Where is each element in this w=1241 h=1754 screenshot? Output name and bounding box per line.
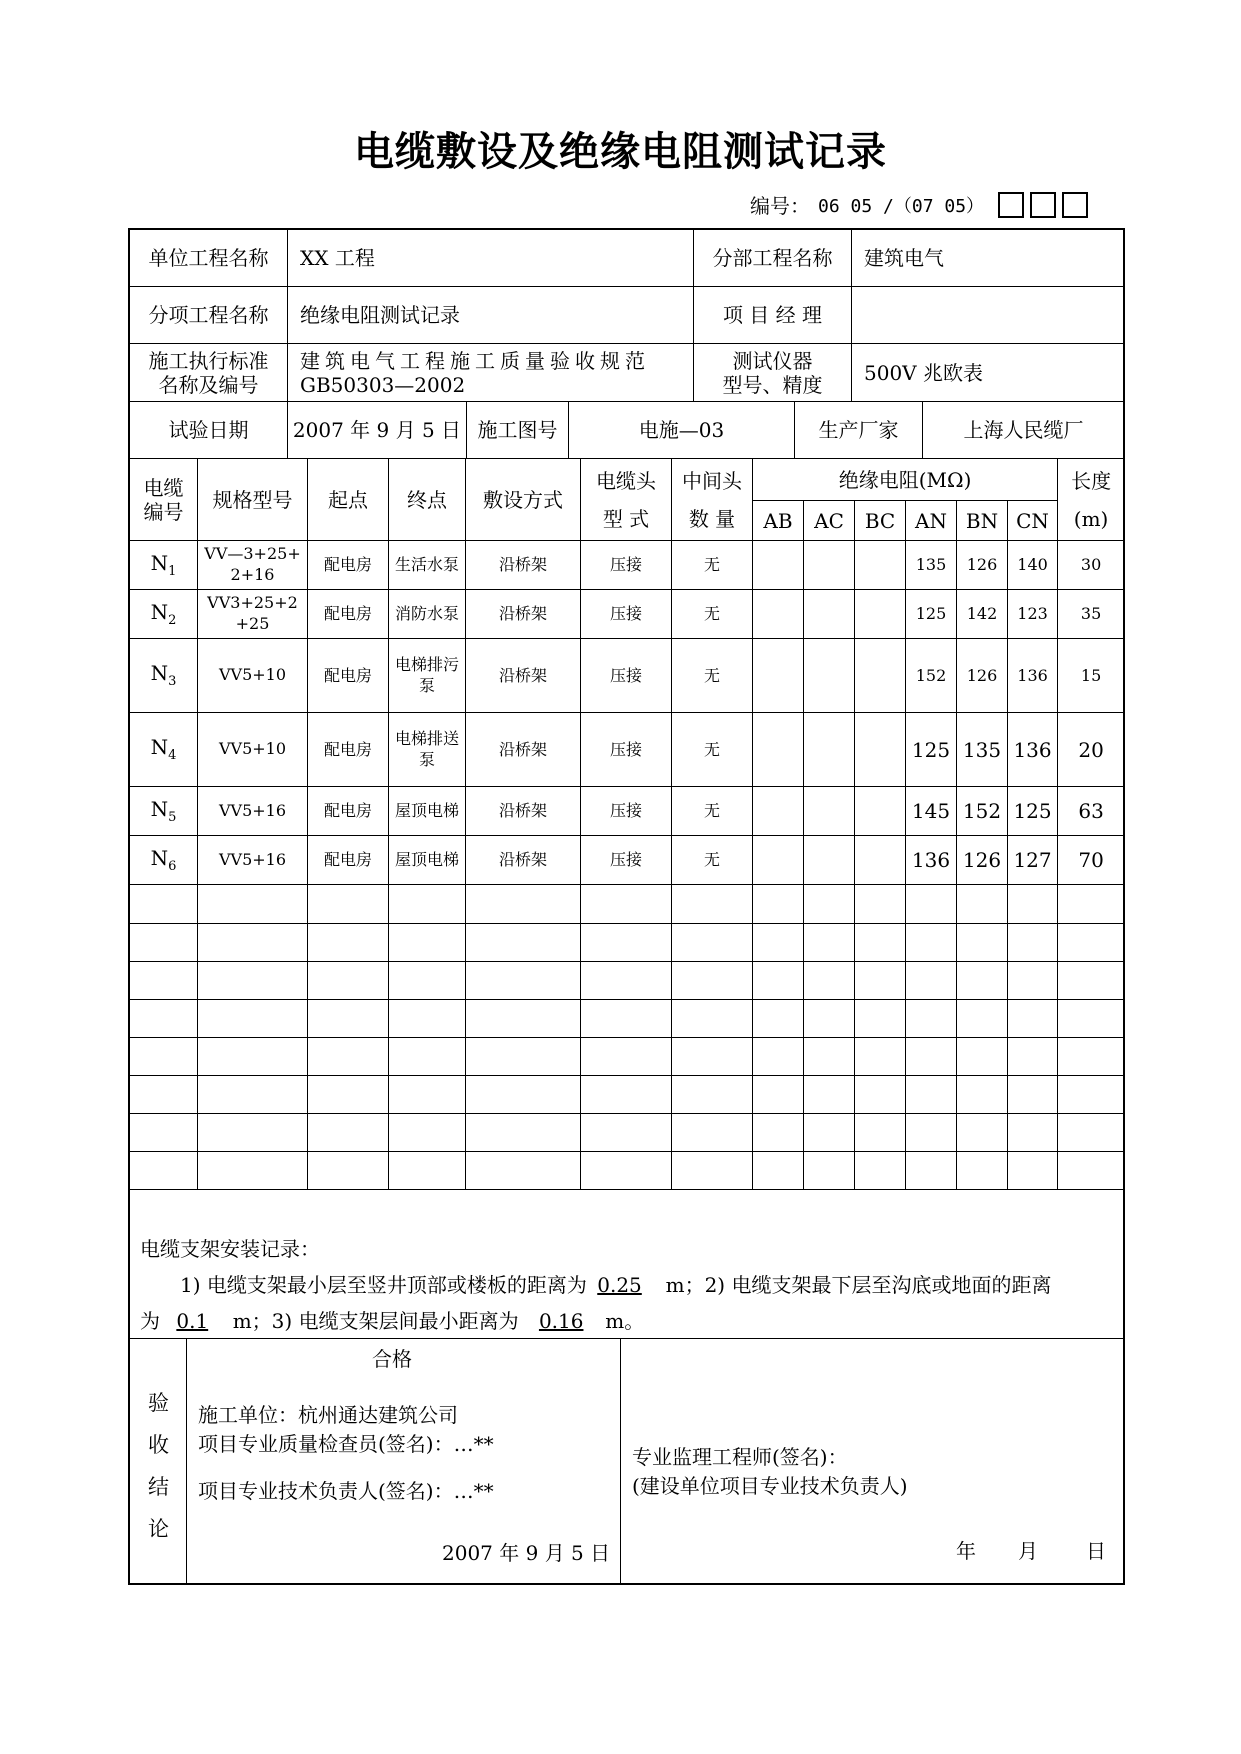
empty-cell xyxy=(957,1000,1008,1038)
empty-cell xyxy=(308,1076,389,1114)
cell-end: 屋顶电梯 xyxy=(389,836,466,885)
empty-cell xyxy=(672,1000,753,1038)
cell-bc xyxy=(855,836,906,885)
cable-no-cell: $N_4$ xyxy=(130,713,198,787)
maker-label: 生产厂家 xyxy=(795,402,923,459)
note-value-3: 0.16 xyxy=(538,1309,584,1333)
table-row xyxy=(130,787,1125,836)
cell-spec: VV5+10 xyxy=(198,713,308,787)
empty-cell xyxy=(957,1152,1008,1190)
col-phase-ab: AB xyxy=(753,501,804,541)
contractor-section xyxy=(186,1339,621,1585)
supervisor-section xyxy=(620,1339,1123,1585)
empty-cell xyxy=(466,1038,581,1076)
empty-cell xyxy=(672,924,753,962)
cell-head: 压接 xyxy=(581,836,672,885)
empty-cell xyxy=(198,1114,308,1152)
empty-cell xyxy=(308,924,389,962)
cell-ac xyxy=(804,713,855,787)
cell-bc xyxy=(855,541,906,590)
col-phase-cn: CN xyxy=(1008,501,1058,541)
col-resistance: 绝缘电阻(MΩ) xyxy=(753,459,1058,501)
cell-ac xyxy=(804,590,855,639)
empty-cell xyxy=(581,1000,672,1038)
empty-cell xyxy=(855,1038,906,1076)
empty-cell xyxy=(308,885,389,924)
note-line2-c: m。 xyxy=(605,1309,645,1333)
test-date-value: 2007 年 9 月 5 日 xyxy=(288,402,467,459)
empty-cell xyxy=(581,1152,672,1190)
empty-cell xyxy=(855,885,906,924)
unit-project-label: 单位工程名称 xyxy=(130,230,288,287)
empty-cell xyxy=(466,962,581,1000)
empty-cell xyxy=(906,1038,957,1076)
cell-end: 消防水泵 xyxy=(389,590,466,639)
empty-cell xyxy=(1008,1152,1058,1190)
table-row xyxy=(130,836,1125,885)
empty-cell xyxy=(581,1076,672,1114)
empty-cell xyxy=(672,885,753,924)
empty-cell xyxy=(804,1000,855,1038)
cell-joint: 无 xyxy=(672,639,753,713)
cell-len: 30 xyxy=(1058,541,1125,590)
cell-head: 压接 xyxy=(581,639,672,713)
cell-ab xyxy=(753,590,804,639)
date-year: 年 xyxy=(956,1539,976,1563)
empty-cell xyxy=(804,962,855,1000)
contractor-date: 2007 年 9 月 5 日 xyxy=(442,1541,611,1565)
cell-method: 沿桥架 xyxy=(466,836,581,885)
empty-cell xyxy=(198,1152,308,1190)
empty-cell xyxy=(753,924,804,962)
empty-cell xyxy=(906,962,957,1000)
cell-bc xyxy=(855,713,906,787)
cell-head: 压接 xyxy=(581,713,672,787)
empty-cell xyxy=(466,885,581,924)
cell-an: 145 xyxy=(906,787,957,836)
cell-spec: VV5+16 xyxy=(198,836,308,885)
empty-cell xyxy=(389,1152,466,1190)
empty-cell xyxy=(466,1152,581,1190)
cell-spec: VV5+16 xyxy=(198,787,308,836)
empty-cell xyxy=(906,1114,957,1152)
cell-joint: 无 xyxy=(672,541,753,590)
empty-cell xyxy=(957,1114,1008,1152)
empty-row xyxy=(130,1114,1125,1152)
cell-start: 配电房 xyxy=(308,836,389,885)
cell-len: 35 xyxy=(1058,590,1125,639)
cell-bn: 135 xyxy=(957,713,1008,787)
cable-no-cell: $N_1$ xyxy=(130,541,198,590)
cell-bc xyxy=(855,639,906,713)
maker-value: 上海人民缆厂 xyxy=(923,402,1125,459)
cell-bc xyxy=(855,787,906,836)
cell-an: 125 xyxy=(906,590,957,639)
bracket-record-heading: 电缆支架安装记录： xyxy=(140,1237,320,1261)
empty-cell xyxy=(855,1000,906,1038)
empty-cell xyxy=(1058,1076,1125,1114)
empty-cell xyxy=(1058,1038,1125,1076)
owner-tech-lead: (建设单位项目专业技术负责人) xyxy=(632,1474,908,1498)
note-line1-a: 1) 电缆支架最小层至竖井顶部或楼板的距离为 xyxy=(180,1273,587,1297)
table-row xyxy=(130,541,1125,590)
acceptance-conclusion xyxy=(130,1338,1123,1585)
empty-cell xyxy=(1058,1114,1125,1152)
division-value: 建筑电气 xyxy=(852,230,1125,287)
cell-head: 压接 xyxy=(581,787,672,836)
standard-value: 建筑电气工程施工质量验收规范 GB50303—2002 xyxy=(288,344,694,402)
empty-cell xyxy=(1008,885,1058,924)
cell-method: 沿桥架 xyxy=(466,541,581,590)
cell-method: 沿桥架 xyxy=(466,590,581,639)
cell-head: 压接 xyxy=(581,590,672,639)
empty-row xyxy=(130,924,1125,962)
document-title: 电缆敷设及绝缘电阻测试记录 xyxy=(354,128,887,175)
table-row xyxy=(130,590,1125,639)
cell-joint: 无 xyxy=(672,713,753,787)
note-value-2: 0.1 xyxy=(176,1309,209,1333)
cell-cn: 125 xyxy=(1008,787,1058,836)
empty-cell xyxy=(389,962,466,1000)
empty-cell xyxy=(389,924,466,962)
empty-cell xyxy=(672,1076,753,1114)
col-cable-no: 电缆 编号 xyxy=(130,459,198,541)
empty-cell xyxy=(957,1076,1008,1114)
cell-method: 沿桥架 xyxy=(466,639,581,713)
note-line1-b: m；2) 电缆支架最下层至沟底或地面的距离 xyxy=(665,1273,1052,1297)
cell-bn: 126 xyxy=(957,541,1008,590)
empty-cell xyxy=(804,1114,855,1152)
cell-cn: 136 xyxy=(1008,713,1058,787)
cell-bc xyxy=(855,590,906,639)
empty-cell xyxy=(906,885,957,924)
empty-row xyxy=(130,1076,1125,1114)
cell-an: 152 xyxy=(906,639,957,713)
subitem-value: 绝缘电阻测试记录 xyxy=(288,287,694,344)
qc-inspector: 项目专业质量检查员(签名)：…** xyxy=(198,1432,494,1456)
empty-cell xyxy=(466,1076,581,1114)
empty-cell xyxy=(198,1038,308,1076)
empty-cell xyxy=(672,962,753,1000)
cell-start: 配电房 xyxy=(308,541,389,590)
cell-ab xyxy=(753,541,804,590)
cell-bn: 152 xyxy=(957,787,1008,836)
empty-cell xyxy=(906,1152,957,1190)
number-boxes xyxy=(998,192,1094,218)
empty-cell xyxy=(753,1076,804,1114)
unit-project-value: XX 工程 xyxy=(288,230,694,287)
instrument-value: 500V 兆欧表 xyxy=(852,344,1125,402)
empty-cell xyxy=(198,1000,308,1038)
cell-len: 20 xyxy=(1058,713,1125,787)
empty-cell xyxy=(753,1038,804,1076)
empty-cell xyxy=(198,962,308,1000)
pm-value xyxy=(852,287,1125,344)
empty-cell xyxy=(130,924,198,962)
cell-start: 配电房 xyxy=(308,713,389,787)
empty-cell xyxy=(308,1000,389,1038)
cell-ac xyxy=(804,541,855,590)
col-joint-qty: 中间头 数 量 xyxy=(672,459,753,541)
empty-cell xyxy=(855,1114,906,1152)
cell-bn: 126 xyxy=(957,836,1008,885)
cell-joint: 无 xyxy=(672,787,753,836)
empty-cell xyxy=(804,1152,855,1190)
empty-cell xyxy=(130,885,198,924)
empty-cell xyxy=(804,924,855,962)
date-day: 日 xyxy=(1086,1539,1106,1563)
note-line2-a: 为 xyxy=(140,1309,160,1333)
empty-cell xyxy=(308,1152,389,1190)
cell-ab xyxy=(753,639,804,713)
cell-end: 生活水泵 xyxy=(389,541,466,590)
conclusion-vertical-label: 验 收 结 论 xyxy=(130,1339,187,1585)
drawing-label: 施工图号 xyxy=(467,402,569,459)
empty-cell xyxy=(1008,1114,1058,1152)
cell-start: 配电房 xyxy=(308,639,389,713)
supervisor-signature: 专业监理工程师(签名)： xyxy=(632,1445,848,1469)
empty-cell xyxy=(130,1000,198,1038)
cable-no-cell: $N_5$ xyxy=(130,787,198,836)
col-phase-ac: AC xyxy=(804,501,855,541)
cell-spec: VV3+25+2+25 xyxy=(198,590,308,639)
empty-cell xyxy=(1008,962,1058,1000)
date-month: 月 xyxy=(1018,1539,1038,1563)
cell-ab xyxy=(753,836,804,885)
empty-cell xyxy=(308,1038,389,1076)
empty-cell xyxy=(1058,1152,1125,1190)
col-end: 终点 xyxy=(389,459,466,541)
empty-cell xyxy=(957,885,1008,924)
empty-cell xyxy=(581,962,672,1000)
empty-cell xyxy=(389,1076,466,1114)
empty-cell xyxy=(1058,924,1125,962)
empty-cell xyxy=(753,1152,804,1190)
empty-row xyxy=(130,885,1125,924)
empty-cell xyxy=(804,1076,855,1114)
cell-joint: 无 xyxy=(672,590,753,639)
test-date-label: 试验日期 xyxy=(130,402,288,459)
date-table xyxy=(129,401,1125,459)
cell-an: 135 xyxy=(906,541,957,590)
pm-label: 项 目 经 理 xyxy=(694,287,852,344)
subitem-label: 分项工程名称 xyxy=(130,287,288,344)
empty-cell xyxy=(581,885,672,924)
cell-end: 电梯排污泵 xyxy=(389,639,466,713)
cell-ab xyxy=(753,713,804,787)
empty-cell xyxy=(855,924,906,962)
col-phase-bc: BC xyxy=(855,501,906,541)
cable-no-cell: $N_2$ xyxy=(130,590,198,639)
cable-table xyxy=(129,458,1125,1190)
col-method: 敷设方式 xyxy=(466,459,581,541)
cell-end: 电梯排送泵 xyxy=(389,713,466,787)
cell-an: 136 xyxy=(906,836,957,885)
cell-len: 70 xyxy=(1058,836,1125,885)
col-length: 长度 (m) xyxy=(1058,459,1125,541)
table-row xyxy=(130,639,1125,713)
cell-end: 屋顶电梯 xyxy=(389,787,466,836)
document-number-label: 编号： xyxy=(750,194,810,218)
cell-cn: 127 xyxy=(1008,836,1058,885)
empty-cell xyxy=(855,1076,906,1114)
division-label: 分部工程名称 xyxy=(694,230,852,287)
empty-cell xyxy=(581,1038,672,1076)
cell-ac xyxy=(804,787,855,836)
empty-cell xyxy=(672,1114,753,1152)
empty-cell xyxy=(906,1076,957,1114)
empty-cell xyxy=(1058,1000,1125,1038)
empty-cell xyxy=(1008,1038,1058,1076)
empty-cell xyxy=(198,924,308,962)
cable-no-cell: $N_6$ xyxy=(130,836,198,885)
empty-cell xyxy=(855,962,906,1000)
empty-cell xyxy=(753,1000,804,1038)
bracket-record xyxy=(130,1231,1123,1338)
cell-method: 沿桥架 xyxy=(466,787,581,836)
empty-cell xyxy=(906,924,957,962)
cell-bn: 142 xyxy=(957,590,1008,639)
empty-cell xyxy=(130,1038,198,1076)
cell-ab xyxy=(753,787,804,836)
empty-cell xyxy=(1008,924,1058,962)
empty-cell xyxy=(906,1000,957,1038)
cell-cn: 123 xyxy=(1008,590,1058,639)
col-phase-bn: BN xyxy=(957,501,1008,541)
cell-joint: 无 xyxy=(672,836,753,885)
cell-len: 63 xyxy=(1058,787,1125,836)
cell-method: 沿桥架 xyxy=(466,713,581,787)
empty-row xyxy=(130,1152,1125,1190)
empty-cell xyxy=(804,1038,855,1076)
empty-cell xyxy=(1008,1000,1058,1038)
header-table xyxy=(129,229,1125,402)
empty-cell xyxy=(753,1114,804,1152)
empty-cell xyxy=(581,1114,672,1152)
table-row xyxy=(130,713,1125,787)
cell-an: 125 xyxy=(906,713,957,787)
standard-label: 施工执行标准 名称及编号 xyxy=(130,344,288,402)
cell-start: 配电房 xyxy=(308,787,389,836)
empty-cell xyxy=(957,1038,1008,1076)
empty-cell xyxy=(389,1114,466,1152)
empty-cell xyxy=(1058,962,1125,1000)
instrument-label: 测试仪器 型号、精度 xyxy=(694,344,852,402)
cell-cn: 136 xyxy=(1008,639,1058,713)
col-spec: 规格型号 xyxy=(198,459,308,541)
empty-cell xyxy=(804,885,855,924)
note-line2-b: m；3) 电缆支架层间最小距离为 xyxy=(232,1309,519,1333)
cell-cn: 140 xyxy=(1008,541,1058,590)
empty-cell xyxy=(753,962,804,1000)
note-value-1: 0.25 xyxy=(597,1273,642,1297)
cell-spec: VV5+10 xyxy=(198,639,308,713)
cell-ac xyxy=(804,639,855,713)
contractor-name: 施工单位：杭州通达建筑公司 xyxy=(198,1403,458,1427)
empty-row xyxy=(130,962,1125,1000)
empty-cell xyxy=(1008,1076,1058,1114)
empty-cell xyxy=(957,962,1008,1000)
result-text: 合格 xyxy=(372,1347,412,1371)
empty-cell xyxy=(466,1114,581,1152)
empty-cell xyxy=(581,924,672,962)
empty-cell xyxy=(198,885,308,924)
cell-ac xyxy=(804,836,855,885)
empty-cell xyxy=(308,1114,389,1152)
empty-cell xyxy=(130,1152,198,1190)
empty-cell xyxy=(389,1038,466,1076)
empty-cell xyxy=(198,1076,308,1114)
cell-bn: 126 xyxy=(957,639,1008,713)
empty-cell xyxy=(672,1152,753,1190)
cell-head: 压接 xyxy=(581,541,672,590)
empty-cell xyxy=(130,1076,198,1114)
col-phase-an: AN xyxy=(906,501,957,541)
empty-cell xyxy=(389,885,466,924)
empty-cell xyxy=(466,1000,581,1038)
empty-cell xyxy=(672,1038,753,1076)
cable-no-cell: $N_3$ xyxy=(130,639,198,713)
empty-cell xyxy=(957,924,1008,962)
tech-lead: 项目专业技术负责人(签名)：…** xyxy=(198,1479,494,1503)
empty-cell xyxy=(130,962,198,1000)
cell-start: 配电房 xyxy=(308,590,389,639)
empty-cell xyxy=(389,1000,466,1038)
col-start: 起点 xyxy=(308,459,389,541)
document-number-value: 06 05 /（07 05） xyxy=(818,195,985,217)
empty-row xyxy=(130,1038,1125,1076)
document-number xyxy=(750,190,1094,219)
cell-spec: VV—3+25+2+16 xyxy=(198,541,308,590)
empty-cell xyxy=(753,885,804,924)
empty-cell xyxy=(308,962,389,1000)
empty-cell xyxy=(130,1114,198,1152)
empty-cell xyxy=(855,1152,906,1190)
empty-cell xyxy=(466,924,581,962)
empty-cell xyxy=(1058,885,1125,924)
empty-row xyxy=(130,1000,1125,1038)
cell-len: 15 xyxy=(1058,639,1125,713)
drawing-value: 电施—03 xyxy=(569,402,795,459)
col-head-type: 电缆头 型 式 xyxy=(581,459,672,541)
